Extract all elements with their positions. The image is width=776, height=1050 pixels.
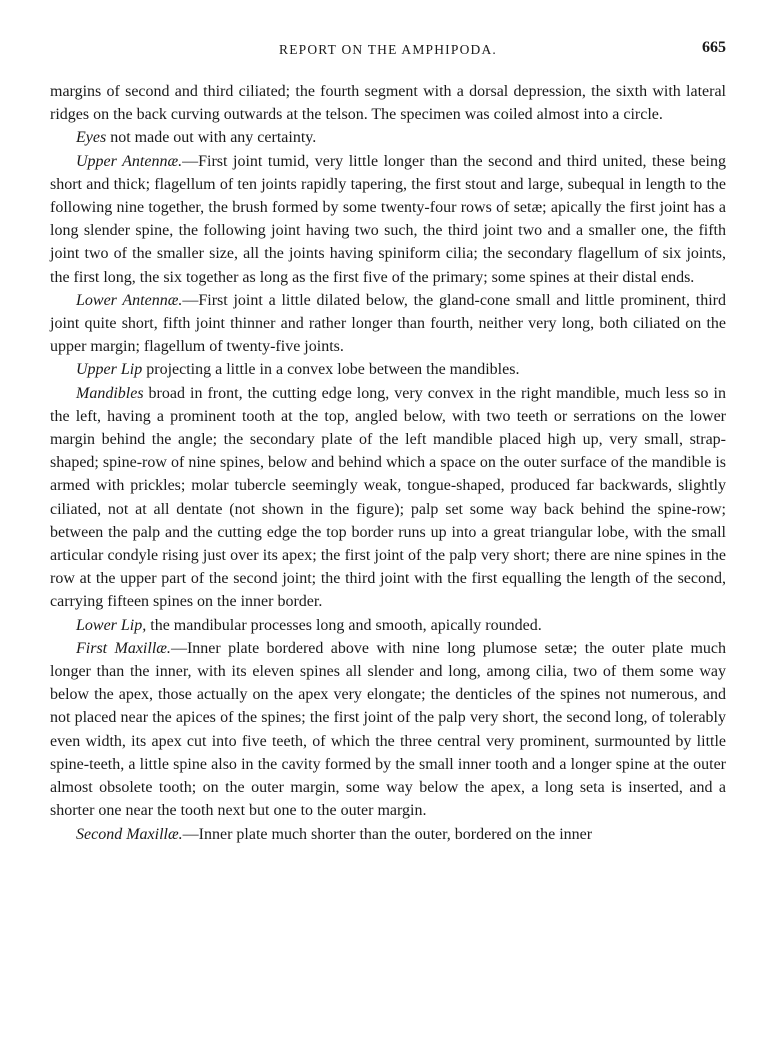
paragraph-eyes: Eyes not made out with any certainty. bbox=[76, 129, 317, 147]
running-header bbox=[50, 38, 726, 60]
paragraph-heading: Upper Antennæ. bbox=[76, 152, 183, 170]
paragraph-heading: Eyes bbox=[76, 129, 107, 147]
document-page bbox=[50, 38, 726, 846]
paragraph-lower-lip: Lower Lip, the mandibular processes long and smooth, apically rounded. bbox=[76, 616, 542, 634]
paragraph-upper-antennae: Upper Antennæ.—First joint tumid, very little longer than the second and third united, these being short and thick; flagellum of ten joints rapidly tapering, the first stout and large, subequal in length to the following nine together, the brush formed by some twenty-four rows of setæ; apically the first joint has a long slender spine, the following joint having two such, the third joint two and a smaller one, the fifth joint two of the smaller size, all the joints having spiniform cilia; the secondary flagellum of six joints, the first long, the six together as long as the first five of the primary; some spines at their distal ends. bbox=[50, 152, 726, 286]
body-text bbox=[50, 80, 726, 846]
paragraph-upper-lip: Upper Lip projecting a little in a convex lobe between the mandibles. bbox=[76, 361, 520, 379]
paragraph-heading: Lower Antennæ. bbox=[76, 291, 183, 309]
paragraph-heading: First Maxillæ. bbox=[76, 639, 171, 657]
paragraph-heading: Mandibles bbox=[76, 384, 144, 402]
paragraph-heading: Lower Lip, bbox=[76, 616, 147, 634]
paragraph-heading: Second Maxillæ. bbox=[76, 825, 183, 843]
paragraph-heading: Upper Lip bbox=[76, 361, 143, 379]
paragraph-second-maxillae: Second Maxillæ.—Inner plate much shorter than the outer, bordered on the inner bbox=[76, 825, 593, 843]
paragraph-first-maxillae: First Maxillæ.—Inner plate bordered above with nine long plumose setæ; the outer plate much longer than the inner, with its eleven spines all slender and long, among cilia, two of them some way below the apex, those actually on the apex very elongate; the denticles of the spines not numerous, and not placed near the apices of the spines; the first joint of the palp very short, the second long, of tolerably even width, its apex cut into five teeth, of which the three central very prominent, surmounted by little spine-teeth, a little spine also in the cavity formed by the small inner tooth and a longer spine at the outer almost obsolete tooth; on the outer margin, some way below the apex, a long seta is inserted, and a shorter one near the tooth next but one to the outer margin. bbox=[50, 639, 726, 820]
paragraph-mandibles: Mandibles broad in front, the cutting edge long, very convex in the right mandible, much less so in the left, having a prominent tooth at the top, angled below, with two teeth or serrations on the lower margin behind the angle; the secondary plate of the left mandible placed high up, very small, strap-shaped; spine-row of nine spines, below and behind which a space on the outer surface of the mandible is armed with prickles; molar tubercle seemingly weak, tongue-shaped, produced far backwards, slightly ciliated, not at all dentate (not shown in the figure); palp set some way back behind the spine-row; between the palp and the cutting edge the top border runs up into a great triangular lobe, with the small articular condyle rising just over its apex; the first joint of the palp very short; there are nine spines in the row at the upper part of the second joint; the third joint with the first equalling the length of the second, carrying fifteen spines on the inner border. bbox=[50, 384, 726, 611]
paragraph-continuation: margins of second and third ciliated; the fourth segment with a dorsal depression, the sixth with lateral ridges on the back curving outwards at the telson. The specimen was coiled almost into a circle. bbox=[50, 83, 726, 124]
paragraph-lower-antennae: Lower Antennæ.—First joint a little dilated below, the gland-cone small and little prominent, third joint quite short, fifth joint thinner and rather longer than fourth, neither very long, both ciliated on the upper margin; flagellum of twenty-five joints. bbox=[50, 291, 726, 356]
running-title: REPORT ON THE AMPHIPODA. bbox=[278, 42, 498, 57]
page-number: 665 bbox=[702, 39, 726, 56]
